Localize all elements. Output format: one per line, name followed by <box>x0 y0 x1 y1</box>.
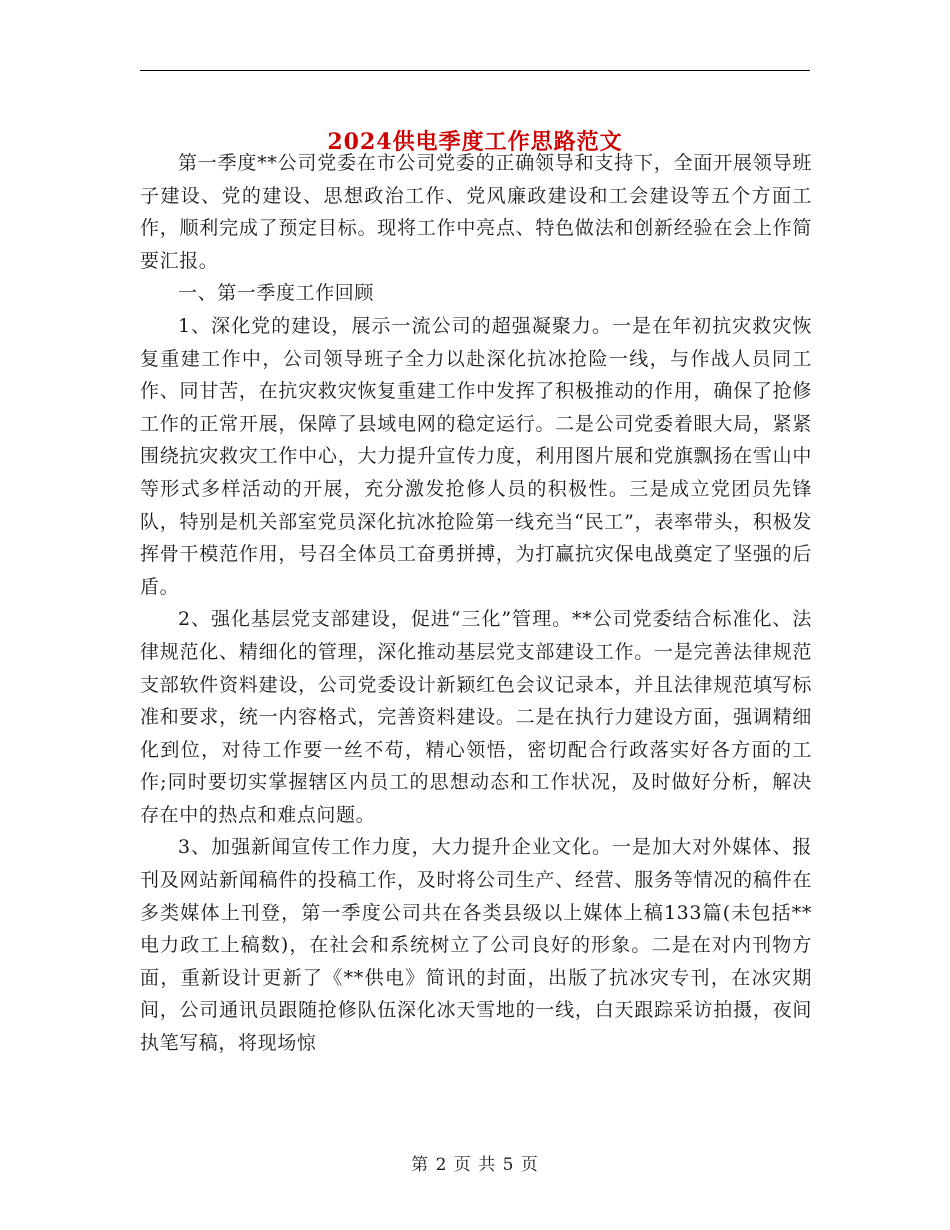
page-number-footer: 第 2 页 共 5 页 <box>411 1155 539 1175</box>
paragraph-news-publicity: 3、加强新闻宣传工作力度，大力提升企业文化。一是加大对外媒体、报刊及网站新闻稿件的投稿工作，及时将公司生产、经营、服务等情况的稿件在多类媒体上刊登，第一季度公司共在各类县级以上媒体上稿133篇(未包括**电力政工上稿数)，在社会和系统树立了公司良好的形象。二是在对内刊物方面，重新设计更新了《**供电》简讯的封面，出版了抗冰灾专刊，在冰灾期间，公司通讯员跟随抢修队伍深化冰天雪地的一线，白天跟踪采访拍摄，夜间执笔写稿，将现场惊 <box>140 836 812 1055</box>
header-rule <box>140 70 810 71</box>
paragraph-party-building: 1、深化党的建设，展示一流公司的超强凝聚力。一是在年初抗灾救灾恢复重建工作中，公司领导班子全力以赴深化抗冰抢险一线，与作战人员同工作、同甘苦，在抗灾救灾恢复重建工作中发挥了积极推动的作用，确保了抢修工作的正常开展，保障了县域电网的稳定运行。二是公司党委着眼大局，紧紧围绕抗灾救灾工作中心，大力提升宣传力度，利用图片展和党旗飘扬在雪山中等形式多样活动的开展，充分激发抢修人员的积极性。三是成立党团员先锋队，特别是机关部室党员深化抗冰抢险第一线充当“民工”，表率带头，积极发挥骨干模范作用，号召全体员工奋勇拼搏，为打赢抗灾保电战奠定了坚强的后盾。 <box>140 314 812 598</box>
document-title: 2024供电季度工作思路范文 <box>327 128 623 155</box>
intro-paragraph: 第一季度**公司党委在市公司党委的正确领导和支持下，全面开展领导班子建设、党的建设、思想政治工作、党风廉政建设和工会建设等五个方面工作，顺利完成了预定目标。现将工作中亮点、特色做法和创新经验在会上作简要汇报。 <box>140 152 812 272</box>
paragraph-branch-construction: 2、强化基层党支部建设，促进“三化”管理。**公司党委结合标准化、法律规范化、精细化的管理，深化推动基层党支部建设工作。一是完善法律规范支部软件资料建设，公司党委设计新颖红色会议记录本，并且法律规范填写标准和要求，统一内容格式，完善资料建设。二是在执行力建设方面，强调精细化到位，对待工作要一丝不苟，精心领悟，密切配合行政落实好各方面的工作;同时要切实掌握辖区内员工的思想动态和工作状况，及时做好分析，解决存在中的热点和难点问题。 <box>140 608 812 826</box>
section-heading: 一、第一季度工作回顾 <box>178 282 375 305</box>
document-body <box>140 147 812 1060</box>
